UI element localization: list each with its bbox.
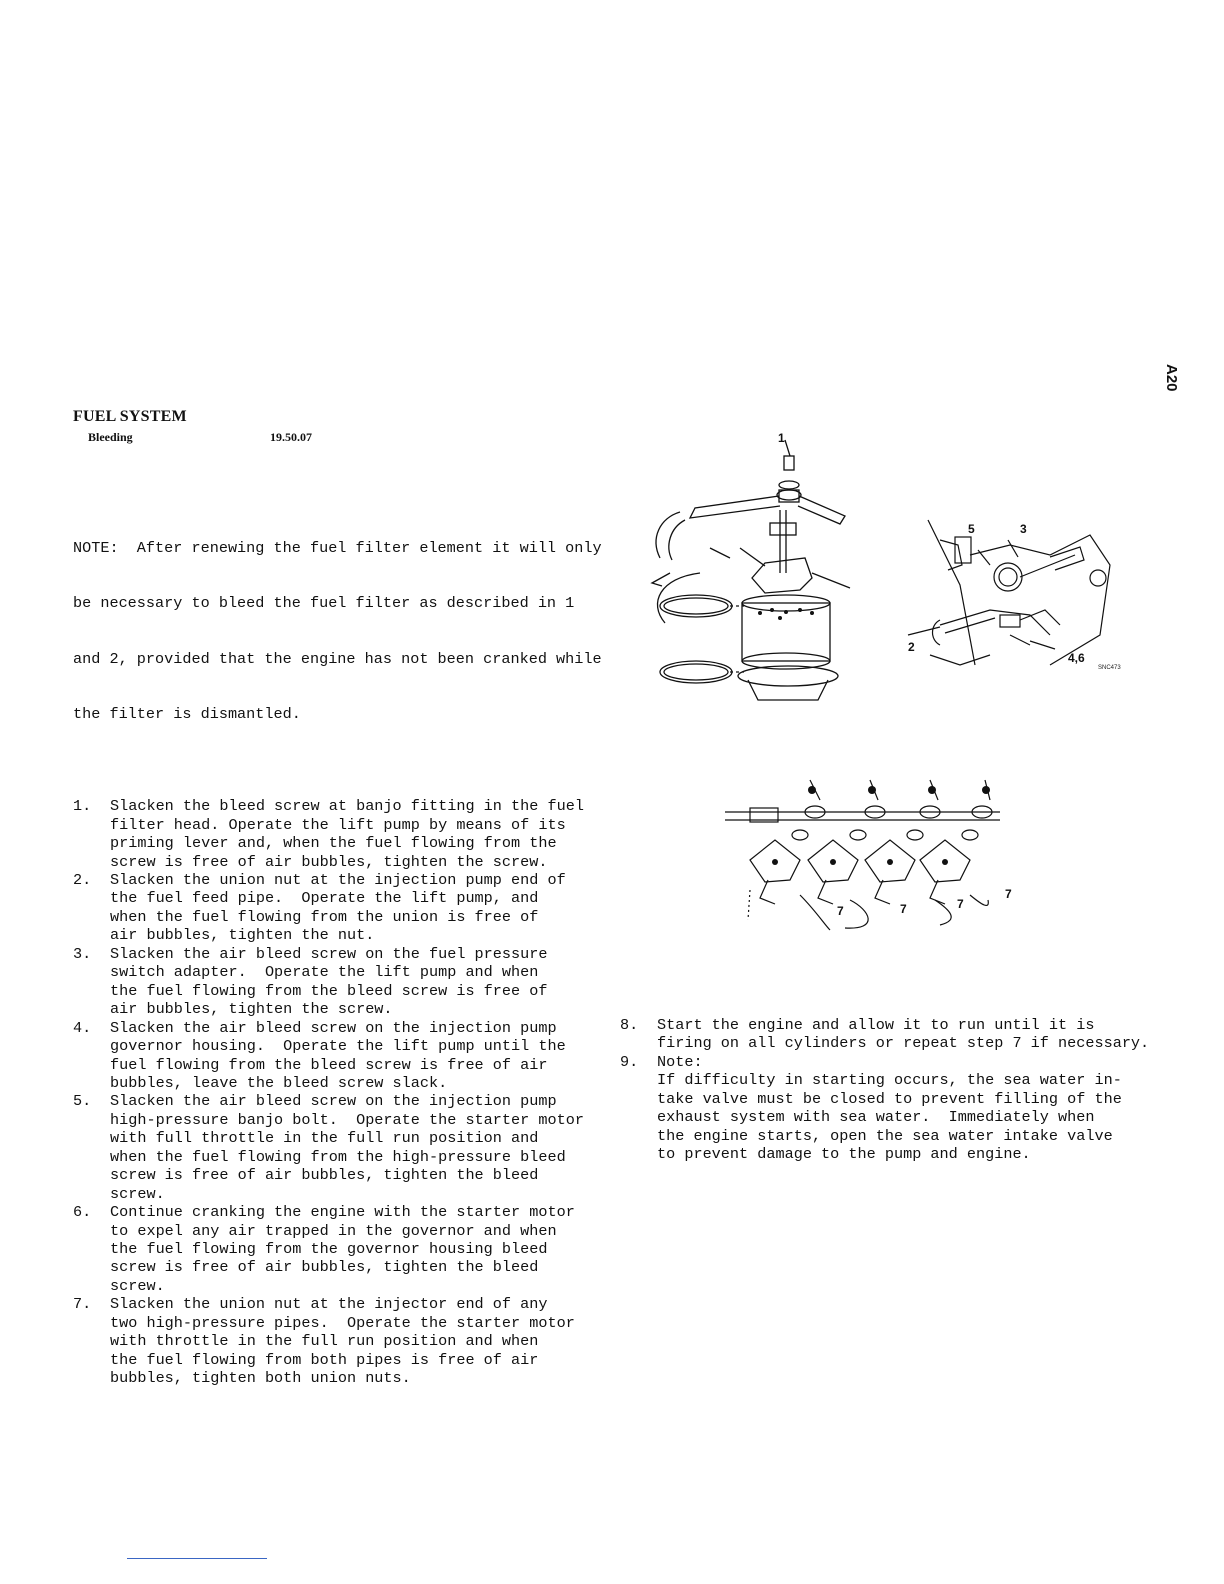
pump-callout-5: 5 (968, 522, 975, 536)
step-text-line: Slacken the air bleed screw on the fuel pressure (110, 944, 548, 963)
step-text-line: exhaust system with sea water. Immediately when (657, 1108, 1095, 1127)
step-number: 3. (73, 944, 92, 963)
note-line: and 2, provided that the engine has not been cranked while (73, 649, 602, 668)
step-item (73, 871, 618, 945)
operation-number: 19.50.07 (270, 430, 312, 444)
pump-callout-4-6: 4,6 (1068, 651, 1085, 665)
steps-right-list (620, 1016, 1180, 1164)
step-item (73, 945, 618, 1019)
right-column (620, 979, 1180, 1182)
step-text-line: Slacken the union nut at the injector end of any (110, 1295, 548, 1314)
injection-pump-diagram (900, 515, 1125, 675)
step-number: 1. (73, 797, 92, 816)
steps-left-list (73, 797, 618, 1388)
step-text-line: when the fuel flowing from the high-pressure bleed (110, 1147, 566, 1166)
fuel-filter-diagram (640, 428, 870, 718)
note-line: the filter is dismantled. (73, 704, 301, 723)
step-text-line: Slacken the air bleed screw on the injection pump (110, 1018, 557, 1037)
injectors-diagram (720, 770, 1020, 940)
step-text-line: the fuel flowing from the bleed screw is free of (110, 981, 548, 1000)
step-text-line: priming lever and, when the fuel flowing from the (110, 834, 557, 853)
subsection-title: Bleeding (88, 430, 133, 444)
step-text-line: governor housing. Operate the lift pump until the (110, 1037, 566, 1056)
filter-callout-1: 1 (778, 431, 785, 445)
step-text-line: the fuel flowing from both pipes is free of air (110, 1350, 539, 1369)
step-text-line: two high-pressure pipes. Operate the starter motor (110, 1313, 575, 1332)
step-text-line: fuel flowing from the bleed screw is free of air (110, 1055, 548, 1074)
step-text-line: bubbles, leave the bleed screw slack. (110, 1073, 448, 1092)
step-number: 9. (620, 1052, 639, 1071)
left-column (73, 465, 618, 1406)
step-number: 5. (73, 1092, 92, 1111)
step-text-line: filter head. Operate the lift pump by means of its (110, 815, 566, 834)
step-text-line: bubbles, tighten both union nuts. (110, 1369, 411, 1388)
step-text-line: screw. (110, 1276, 165, 1295)
step-text-line: Slacken the air bleed screw on the injection pump (110, 1092, 557, 1111)
section-title: FUEL SYSTEM (73, 408, 187, 425)
step-text-line: Slacken the bleed screw at banjo fitting in the fuel (110, 797, 584, 816)
step-text-line: high-pressure banjo bolt. Operate the starter motor (110, 1110, 584, 1129)
pump-callout-2: 2 (908, 640, 915, 654)
step-item (73, 1019, 618, 1093)
step-text-line: screw. (110, 1184, 165, 1203)
footer-rule (127, 1558, 267, 1559)
note-line: be necessary to bleed the fuel filter as described in 1 (73, 594, 575, 613)
step-item (620, 1053, 1180, 1164)
step-text-line: screw is free of air bubbles, tighten the bleed (110, 1166, 539, 1185)
note-line: NOTE: After renewing the fuel filter element it will only (73, 538, 602, 557)
injector-callout-7b: 7 (900, 902, 907, 916)
step-text-line: air bubbles, tighten the screw. (110, 1000, 393, 1019)
step-number: 4. (73, 1018, 92, 1037)
step-text-line: Slacken the union nut at the injection pump end of (110, 870, 566, 889)
step-text-line: air bubbles, tighten the nut. (110, 926, 375, 945)
step-text-line: when the fuel flowing from the union is free of (110, 907, 539, 926)
step-text-line: the fuel flowing from the governor housing bleed (110, 1240, 548, 1259)
step-text-line: the engine starts, open the sea water intake valve (657, 1126, 1113, 1145)
step-text-line: with full throttle in the full run position and (110, 1129, 539, 1148)
step-number: 7. (73, 1295, 92, 1314)
step-text-line: firing on all cylinders or repeat step 7 if necessary. (657, 1034, 1150, 1053)
step-item (620, 1016, 1180, 1053)
pump-callout-3: 3 (1020, 522, 1027, 536)
note-block (73, 502, 618, 760)
step-text-line: with throttle in the full run position and when (110, 1332, 539, 1351)
step-number: 2. (73, 870, 92, 889)
injector-callout-7a: 7 (837, 904, 844, 918)
step-item (73, 1203, 618, 1295)
step-text-line: to prevent damage to the pump and engine. (657, 1145, 1031, 1164)
injector-callout-7d: 7 (1005, 887, 1012, 901)
page-tag: A20 (1163, 364, 1180, 392)
step-text-line: to expel any air trapped in the governor and when (110, 1221, 557, 1240)
figure-code: SNC473 (1098, 665, 1121, 671)
step-text-line: Start the engine and allow it to run until it is (657, 1015, 1095, 1034)
step-text-line: Note: (657, 1052, 703, 1071)
step-text-line: screw is free of air bubbles, tighten the screw. (110, 852, 548, 871)
injector-callout-7c: 7 (957, 897, 964, 911)
step-text-line: screw is free of air bubbles, tighten the bleed (110, 1258, 539, 1277)
step-item (73, 1295, 618, 1387)
step-text-line: Continue cranking the engine with the starter motor (110, 1203, 575, 1222)
step-item (73, 797, 618, 871)
step-text-line: take valve must be closed to prevent filling of the (657, 1089, 1122, 1108)
step-text-line: If difficulty in starting occurs, the sea water in- (657, 1071, 1122, 1090)
step-text-line: switch adapter. Operate the lift pump and when (110, 963, 539, 982)
step-number: 6. (73, 1203, 92, 1222)
step-number: 8. (620, 1015, 639, 1034)
step-item (73, 1092, 618, 1203)
step-text-line: the fuel feed pipe. Operate the lift pump, and (110, 889, 539, 908)
